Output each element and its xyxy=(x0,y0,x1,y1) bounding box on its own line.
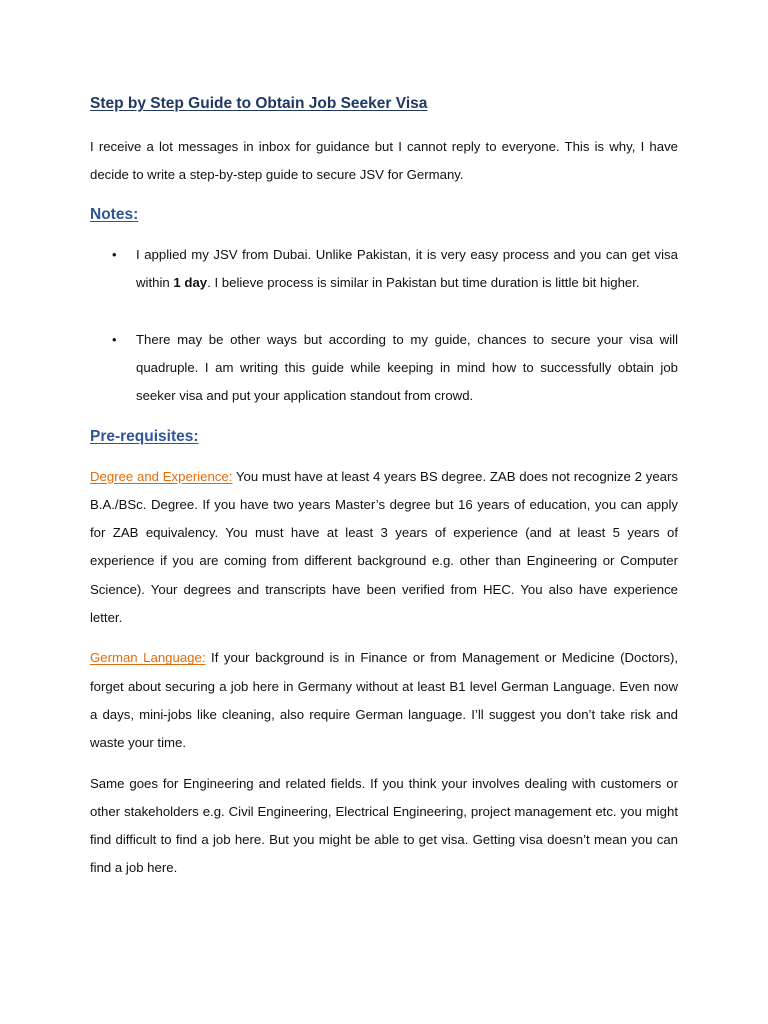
document-content xyxy=(90,92,678,883)
german-label: German Language: xyxy=(90,650,206,666)
note-text: There may be other ways but according to my guide, chances to secure your visa will quadruple. I am writing this guide while keeping in mind how to successfully obtain job seeker visa and put your application standout from crowd. xyxy=(136,331,678,404)
note-bold-text: 1 day xyxy=(173,274,208,290)
document-title: Step by Step Guide to Obtain Job Seeker Visa xyxy=(90,95,428,112)
degree-text: You must have at least 4 years BS degree. ZAB does not recognize 2 years B.A./BSc. Degree. If you have two years Master’s degree but 16 years of education, you can apply for ZAB equivalency. You must have at least 3 years of experience (and at least 5 years of experience if you are coming from different background e.g. other than Engineering or Computer Science). Your degrees and transcripts have been verified from HEC. You also have experience letter. xyxy=(90,468,678,626)
same-goes-paragraph: Same goes for Engineering and related fields. If you think your involves dealing with customers or other stakeholders e.g. Civil Engineering, Electrical Engineering, project management etc. you might find difficult to find a job here. But you might be able to get visa. Getting visa doesn’t mean you can find a job here. xyxy=(90,775,678,876)
degree-label: Degree and Experience: xyxy=(90,468,233,484)
list-item xyxy=(90,326,678,411)
german-text: If your background is in Finance or from Management or Medicine (Doctors), forget about securing a job here in Germany without at least B1 level German Language. Even now a days, mini-jobs like cleaning, also require German language. I’ll suggest you don’t take risk and waste your time. xyxy=(90,650,679,751)
degree-paragraph xyxy=(90,463,678,633)
german-paragraph xyxy=(90,644,678,757)
bullet-icon: • xyxy=(112,246,117,262)
bullet-icon: • xyxy=(112,331,117,347)
notes-list xyxy=(90,241,678,411)
intro-paragraph: I receive a lot messages in inbox for guidance but I cannot reply to everyone. This is why, I have decide to write a step-by-step guide to secure JSV for Germany. xyxy=(90,139,678,183)
prerequisites-heading: Pre-requisites: xyxy=(90,427,199,445)
notes-heading: Notes: xyxy=(90,205,139,223)
list-item xyxy=(90,241,678,298)
note-text-before: I applied my JSV from Dubai. Unlike Pakistan, it is very easy process and you can get visa within xyxy=(136,246,678,290)
note-text-after: . I believe process is similar in Pakistan but time duration is little bit higher. xyxy=(207,274,640,290)
